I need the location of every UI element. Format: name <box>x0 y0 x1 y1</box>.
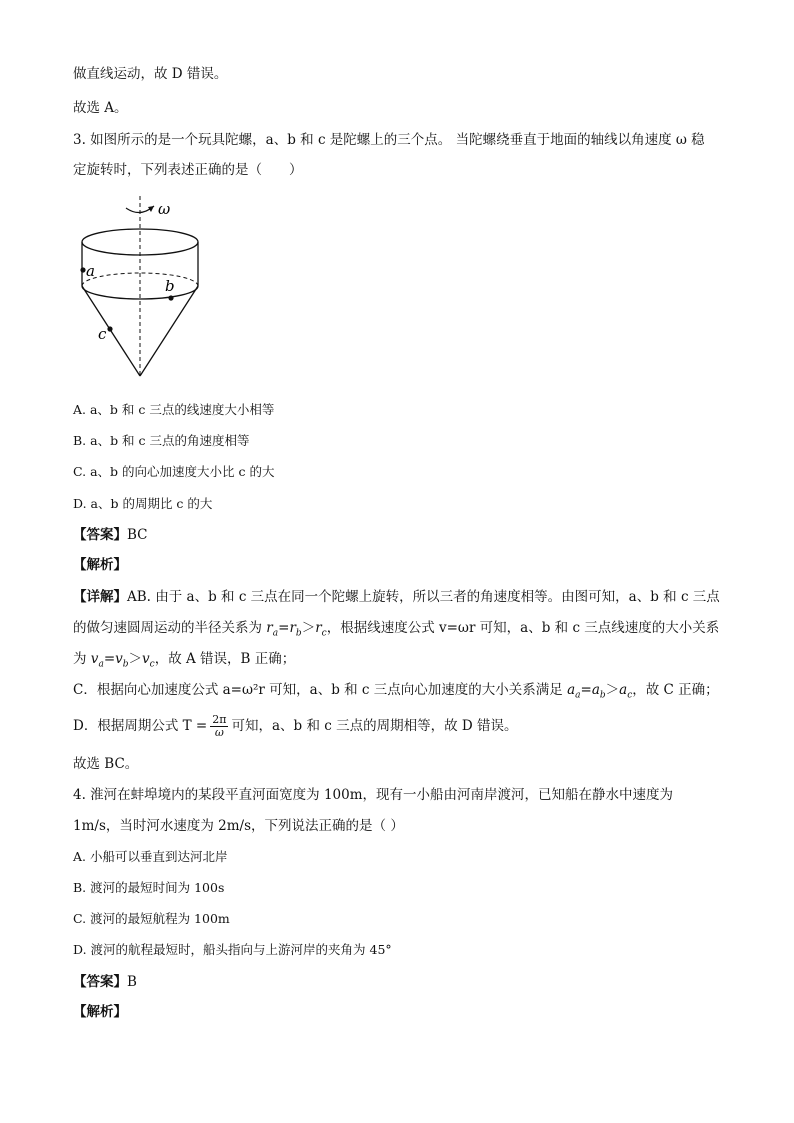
option-b: B. 渡河的最短时间为 100s <box>73 880 225 895</box>
question-4-stem: 1m/s，当时河水速度为 2m/s，下列说法正确的是（ ） <box>73 818 404 834</box>
question-3-stem: 定旋转时，下列表述正确的是（ ） <box>73 162 303 178</box>
point-c <box>107 326 112 331</box>
answer-tag: 【答案】 <box>73 974 127 990</box>
detail-line-2: 的做匀速圆周运动的半径关系为 $r_a=r_b>r_c$，根据线速度公式 v=ωr 可知，a、b 和 c 三点线速度的大小关系 <box>73 620 720 639</box>
spinning-top-figure <box>70 192 220 382</box>
analysis-tag: 【解析】 <box>73 1004 127 1020</box>
point-a <box>80 267 85 272</box>
text-line: 故选 A。 <box>73 100 128 116</box>
period-fraction: $\frac{2\pi}{\omega}$ <box>212 713 227 739</box>
text-line: 做直线运动，故 D 错误。 <box>73 66 228 82</box>
label-c: c <box>98 325 107 343</box>
option-c: C. a、b 的向心加速度大小比 c 的大 <box>73 464 275 479</box>
choose-line: 故选 BC。 <box>73 756 139 772</box>
option-a: A. a、b 和 c 三点的线速度大小相等 <box>73 402 275 417</box>
option-a: A. 小船可以垂直到达河北岸 <box>73 849 228 864</box>
question-4-stem: 4. 淮河在蚌埠境内的某段平直河面宽度为 100m，现有一小船由河南岸渡河，已知船在静水中速度为 <box>73 787 674 803</box>
option-c: C. 渡河的最短航程为 100m <box>73 911 230 926</box>
question-3-stem: 3. 如图所示的是一个玩具陀螺，a、b 和 c 是陀螺上的三个点。 当陀螺绕垂直于地面的轴线以角速度 ω 稳 <box>73 132 705 148</box>
option-d: D. 渡河的航程最短时，船头指向与上游河岸的夹角为 45° <box>73 942 392 957</box>
detail-line-1: 【详解】AB. 由于 a、b 和 c 三点在同一个陀螺上旋转，所以三者的角速度相等。由图可知，a、b 和 c 三点 <box>73 589 720 605</box>
detail-tag: 【详解】 <box>73 589 127 605</box>
answer-tag: 【答案】 <box>73 527 127 543</box>
detail-line-5: D．根据周期公式 T = $\frac{2\pi}{\omega}$ 可知，a、b 和 c 三点的周期相等，故 D 错误。 <box>73 713 518 739</box>
detail-line-3: 为 $v_a=v_b>v_c$，故 A 错误，B 正确； <box>73 651 296 670</box>
point-b <box>168 295 173 300</box>
answer-value: BC <box>127 527 148 543</box>
detail-line-4: C．根据向心加速度公式 a=ω²r 可知，a、b 和 c 三点向心加速度的大小关系满足 $a_a=a_b>a_c$，故 C 正确； <box>73 682 719 701</box>
answer-line <box>73 525 148 545</box>
answer-value: B <box>127 974 137 990</box>
analysis-tag: 【解析】 <box>73 557 127 573</box>
label-b: b <box>165 277 175 295</box>
label-a: a <box>86 262 95 280</box>
omega-label: ω <box>158 200 171 218</box>
option-b: B. a、b 和 c 三点的角速度相等 <box>73 433 250 448</box>
answer-line <box>73 972 137 992</box>
option-d: D. a、b 的周期比 c 的大 <box>73 496 213 511</box>
